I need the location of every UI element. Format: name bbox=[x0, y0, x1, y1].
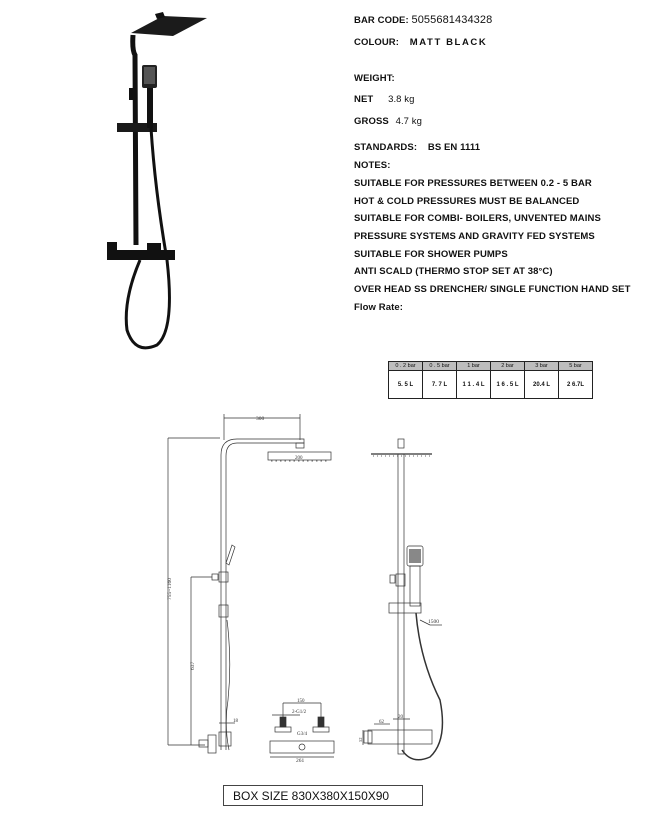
technical-drawing bbox=[0, 400, 647, 780]
flow-value: 7. 7 L bbox=[423, 371, 457, 399]
colour-value: MATT BLACK bbox=[409, 37, 488, 48]
product-photo bbox=[95, 10, 215, 355]
weight-label: WEIGHT: bbox=[354, 73, 395, 84]
bar-code-label: BAR CODE: bbox=[354, 15, 409, 26]
standards-value: BS EN 1111 bbox=[427, 142, 481, 153]
note-line: OVER HEAD SS DRENCHER/ SINGLE FUNCTION HAND SET bbox=[354, 284, 631, 295]
note-line: HOT & COLD PRESSURES MUST BE BALANCED bbox=[354, 196, 580, 207]
dim-body-label: 261 bbox=[296, 758, 305, 764]
notes-label: NOTES: bbox=[354, 160, 391, 171]
net-value: 3.8 kg bbox=[388, 94, 415, 105]
dim-outlet-label: G3/4 bbox=[297, 732, 307, 737]
flow-value: 2 6.7L bbox=[559, 371, 593, 399]
flow-value: 5. 5 L bbox=[389, 371, 423, 399]
dim-arm-label: 300 bbox=[256, 416, 265, 422]
net-row bbox=[354, 94, 415, 105]
dim-150-label: 150 bbox=[297, 699, 305, 704]
standards-label: STANDARDS: bbox=[354, 142, 418, 153]
gross-label: GROSS bbox=[354, 116, 389, 127]
net-label: NET bbox=[354, 94, 374, 105]
dim-20-label: 20 bbox=[398, 715, 403, 720]
flow-rate-label: Flow Rate: bbox=[354, 302, 404, 313]
flow-header: 0 . 2 bar bbox=[389, 362, 423, 371]
dim-side-label: 52 bbox=[358, 737, 363, 742]
note-line: SUITABLE FOR SHOWER PUMPS bbox=[354, 249, 508, 260]
gross-value: 4.7 kg bbox=[395, 116, 423, 127]
flow-value: 1 6 . 5 L bbox=[491, 371, 525, 399]
flow-header: 3 bar bbox=[525, 362, 559, 371]
flow-header: 2 bar bbox=[491, 362, 525, 371]
flow-header: 1 bar bbox=[457, 362, 491, 371]
note-line: ANTI SCALD (THERMO STOP SET AT 38°C) bbox=[354, 266, 553, 277]
flow-rate-table bbox=[388, 361, 593, 399]
colour-row bbox=[354, 37, 487, 48]
note-line: SUITABLE FOR COMBI- BOILERS, UNVENTED MAINS bbox=[354, 213, 601, 224]
bar-code-row bbox=[354, 14, 492, 26]
flow-header: 5 bar bbox=[559, 362, 593, 371]
dim-height-label: 755~1160 bbox=[167, 577, 173, 600]
box-size-label: BOX SIZE 830X380X150X90 bbox=[223, 785, 423, 806]
gross-row bbox=[354, 116, 422, 127]
dim-18-label: 18 bbox=[233, 719, 238, 724]
flow-value: 1 1 . 4 L bbox=[457, 371, 491, 399]
dim-hose-label: 1500 bbox=[428, 619, 439, 625]
colour-label: COLOUR: bbox=[354, 37, 400, 48]
dim-head-label: 200 bbox=[295, 456, 303, 461]
bar-code-value: 5055681434328 bbox=[411, 14, 493, 26]
standards-row bbox=[354, 142, 480, 153]
flow-table-header-row bbox=[389, 362, 593, 371]
note-line: SUITABLE FOR PRESSURES BETWEEN 0.2 - 5 BAR bbox=[354, 178, 592, 189]
dim-62-label: 62 bbox=[379, 720, 384, 725]
flow-value: 20.4 L bbox=[525, 371, 559, 399]
dim-lower-label: 637 bbox=[190, 661, 196, 670]
flow-header: 0 . 5 bar bbox=[423, 362, 457, 371]
dim-inlets-label: 2-G1/2 bbox=[292, 710, 307, 715]
note-line: PRESSURE SYSTEMS AND GRAVITY FED SYSTEMS bbox=[354, 231, 595, 242]
flow-table-value-row bbox=[389, 371, 593, 399]
